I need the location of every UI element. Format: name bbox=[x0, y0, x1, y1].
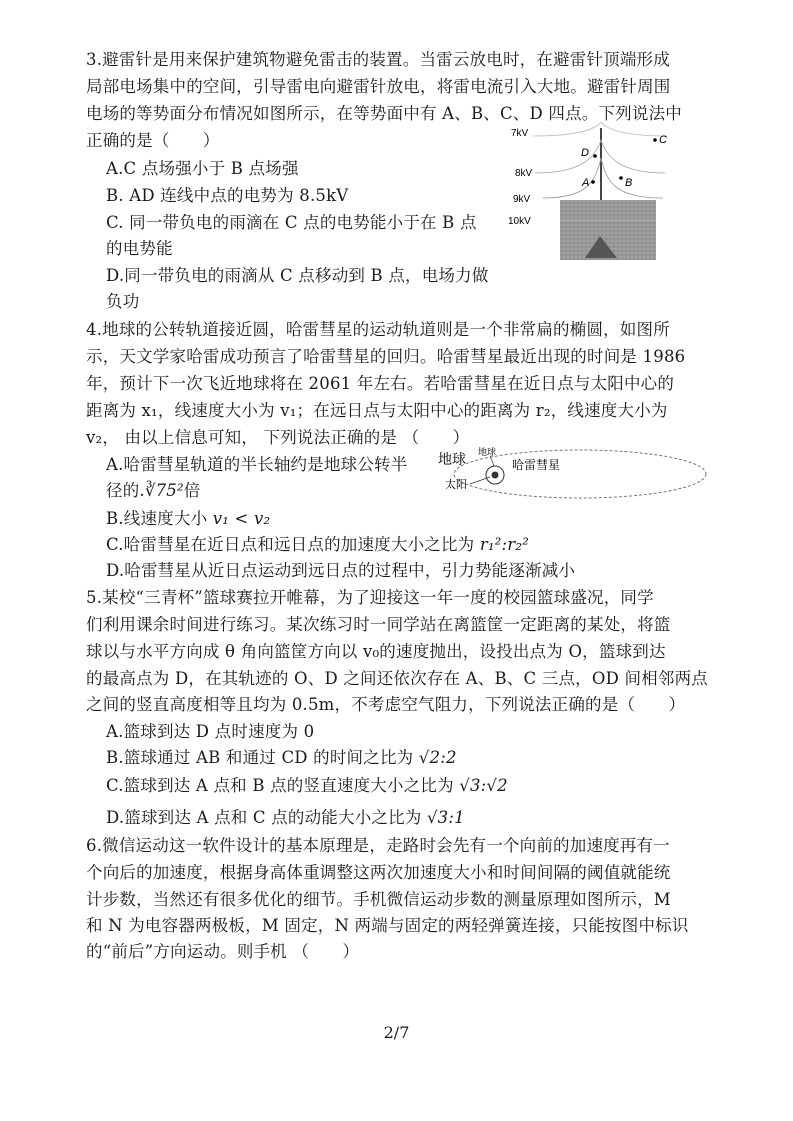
q5-option-c-math: √3:√2 bbox=[459, 776, 508, 795]
point-d bbox=[593, 154, 597, 158]
q5-option-d bbox=[106, 806, 465, 830]
q3-stem-line-2: 局部电场集中的空间，引导雷电向避雷针放电，将雷电流引入大地。避雷针周围 bbox=[86, 77, 671, 96]
sun-label: 太阳 bbox=[445, 479, 467, 491]
lightning-rod-figure bbox=[505, 118, 670, 268]
q4-stem-line-4: 距离为 x₁，线速度大小为 v₁；在远日点与太阳中心的距离为 r₂，线速度大小为 bbox=[86, 401, 668, 420]
earth-label: 地球 bbox=[438, 451, 466, 467]
q4-option-a: A.哈雷彗星轨道的半长轴约是地球公转半 bbox=[106, 455, 408, 474]
q3-stem-line-4: 正确的是（ ） bbox=[86, 131, 220, 150]
comet-label: 哈雷彗星 bbox=[512, 458, 561, 472]
q5-option-c bbox=[106, 774, 508, 798]
q5-option-a: A.篮球到达 D 点时速度为 0 bbox=[106, 722, 315, 741]
label-8kv: 8kV bbox=[515, 168, 533, 179]
label-b: B bbox=[625, 177, 633, 189]
q5-stem-line-3: 球以与水平方向成 θ 角向篮筐方向以 v₀的速度抛出，设投出点为 O，篮球到达 bbox=[86, 642, 666, 661]
q4-option-b-text: B.线速度大小 bbox=[106, 509, 213, 528]
q4-option-a-suffix: 倍 bbox=[183, 481, 201, 500]
q3-option-a: A.C 点场强小于 B 点场强 bbox=[106, 159, 299, 178]
q3-stem-line-3: 电场的等势面分布情况如图所示，在等势面中有 A、B、C、D 四点。下列说法中 bbox=[86, 104, 682, 123]
q5-option-b bbox=[106, 746, 457, 770]
label-c: C bbox=[659, 134, 667, 146]
q3-stem-line-1: 3.避雷针是用来保护建筑物避免雷击的装置。当雷云放电时，在避雷针顶端形成 bbox=[86, 50, 670, 69]
q6-stem-line-1: 6.微信运动这一软件设计的基本原理是，走路时会先有一个向前的加速度再有一 bbox=[86, 836, 670, 855]
q5-option-b-math: √2:2 bbox=[418, 748, 457, 767]
label-7kv: 7kV bbox=[511, 128, 529, 139]
q4-stem-line-5: v₂， 由以上信息可知， 下列说法正确的是 （ ） bbox=[86, 428, 470, 447]
q5-stem-line-1: 5.某校“三青杯”篮球赛拉开帷幕，为了迎接这一年一度的校园篮球盛况，同学 bbox=[86, 588, 654, 607]
q5-option-b-text: B.篮球通过 AB 和通过 CD 的时间之比为 bbox=[106, 748, 419, 767]
q3-option-b: B. AD 连线中点的电势为 8.5kV bbox=[106, 186, 349, 205]
equipotential-9kv bbox=[543, 158, 663, 198]
q4-option-a-math: ∛75² bbox=[144, 481, 184, 500]
q4-stem-line-2: 示，天文学家哈雷成功预言了哈雷彗星的回归。哈雷彗星最近出现的时间是 1986 bbox=[86, 347, 686, 366]
q4-option-c-text: C.哈雷彗星在近日点和远日点的加速度大小之比为 bbox=[106, 535, 480, 554]
q5-stem-line-2: 们利用课余时间进行练习。某次练习时一同学站在离篮筐一定距离的某处，将篮 bbox=[86, 615, 671, 634]
sun-dot bbox=[492, 472, 499, 479]
halley-orbit-figure bbox=[432, 444, 712, 504]
q4-option-b bbox=[106, 507, 270, 531]
q6-stem-line-4: 和 N 为电容器两极板，M 固定，N 两端与固定的两轻弹簧连接，只能按图中标识 bbox=[86, 916, 689, 935]
q4-option-c-math: r₁²:r₂² bbox=[479, 535, 530, 554]
point-c bbox=[653, 138, 657, 142]
q4-stem-line-1: 4.地球的公转轨道接近圆，哈雷彗星的运动轨道则是一个非常扁的椭圆，如图所 bbox=[86, 320, 670, 339]
q5-stem-line-4: 的最高点为 D，在其轨迹的 O、D 之间还依次存在 A、B、C 三点，OD 间相邻两点 bbox=[86, 669, 708, 688]
q6-stem-line-3: 计步数，当然还有很多优化的细节。手机微信运动步数的测量原理如图所示，M bbox=[86, 890, 671, 909]
earth-small-label: 地球 bbox=[478, 447, 497, 457]
label-10kv: 10kV bbox=[508, 216, 531, 227]
q4-option-d: D.哈雷彗星从近日点运动到远日点的过程中，引力势能逐渐减小 bbox=[106, 561, 576, 580]
q3-option-c: C. 同一带负电的雨滴在 C 点的电势能小于在 B 点 bbox=[106, 213, 477, 232]
q5-option-c-text: C.篮球到达 A 点和 B 点的竖直速度大小之比为 bbox=[106, 776, 460, 795]
q4-option-c bbox=[106, 533, 529, 557]
q3-option-d: D.同一带负电的雨滴从 C 点移动到 B 点，电场力做 bbox=[106, 266, 489, 285]
q3-option-c-cont: 的电势能 bbox=[106, 239, 173, 258]
q6-stem-line-5: 的“前后”方向运动。则手机 （ ） bbox=[86, 942, 360, 961]
q5-option-d-text: D.篮球到达 A 点和 C 点的动能大小之比为 bbox=[106, 808, 427, 827]
label-a: A bbox=[582, 177, 590, 189]
label-d: D bbox=[581, 147, 589, 159]
point-a bbox=[591, 180, 595, 184]
page-number: 2/7 bbox=[383, 1023, 410, 1042]
label-9kv: 9kV bbox=[513, 194, 531, 205]
q5-stem-line-5: 之间的竖直高度相等且均为 0.5m，不考虑空气阻力，下列说法正确的是（ ） bbox=[86, 695, 686, 714]
q4-option-a-cont bbox=[106, 479, 201, 503]
q5-option-d-math: √3:1 bbox=[426, 808, 465, 827]
q4-stem-line-3: 年，预计下一次飞近地球将在 2061 年左右。若哈雷彗星在近日点与太阳中心的 bbox=[86, 374, 675, 393]
q4-option-a-prefix: 径的. bbox=[106, 481, 145, 500]
q3-option-d-cont: 负功 bbox=[106, 292, 140, 311]
point-b bbox=[619, 176, 623, 180]
q4-option-b-math: v₁ < v₂ bbox=[212, 509, 271, 528]
q6-stem-line-2: 个向后的加速度，根据身高体重调整这两次加速度大小和时间间隔的阈值就能统 bbox=[86, 863, 671, 882]
